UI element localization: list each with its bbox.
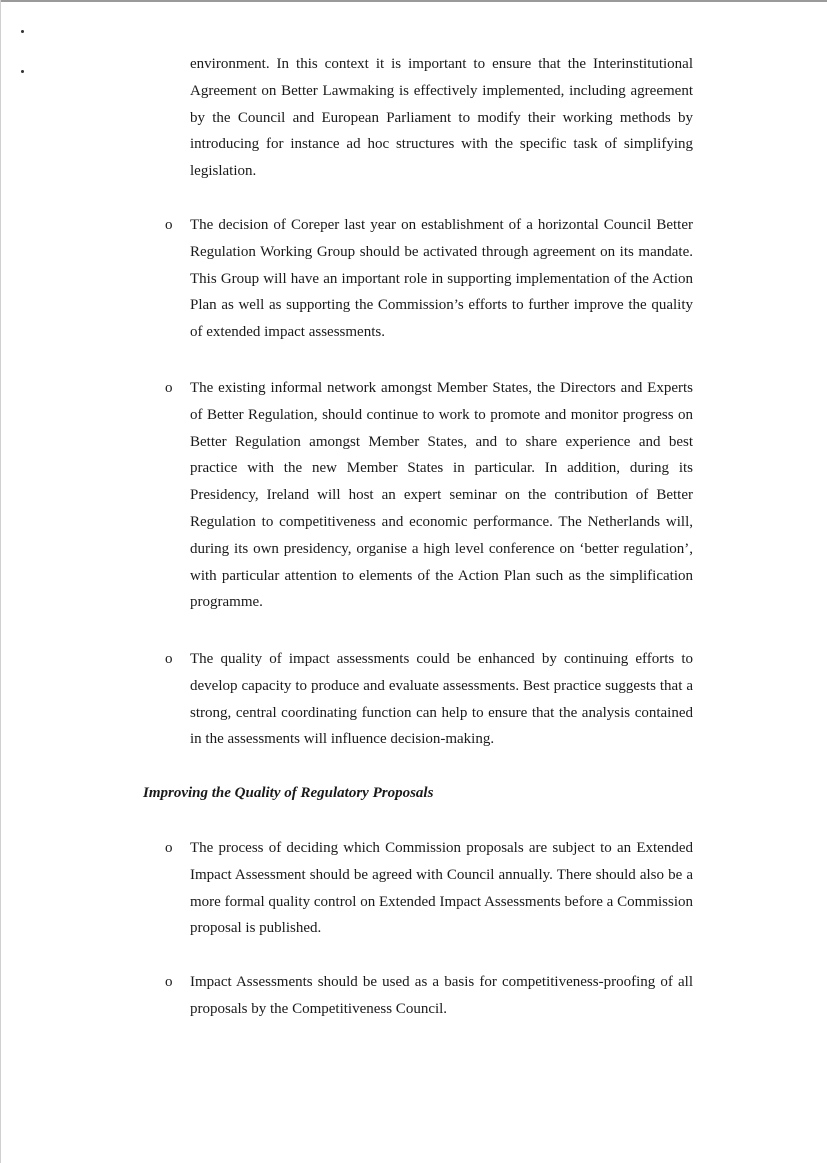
- lead-paragraph: environment. In this context it is important to ensure that the Interinstitutional Agreement on Better Lawmaking is effectively implemented, including agreement by the Council and European Parliament to modify their working methods by introducing for instance ad hoc structures with the specific task of simplifying legislation.: [190, 56, 693, 180]
- list-item: The process of deciding which Commission proposals are subject to an Extended Impact Assessment should be agreed with Council annually. There should also be a more formal quality control on Extended Impact Assessments before a Commission proposal is published.: [190, 840, 693, 937]
- bullet-marker: o: [165, 974, 173, 990]
- scan-speck: [21, 30, 24, 33]
- bullet-marker: o: [165, 380, 173, 396]
- list-item: The quality of impact assessments could be enhanced by continuing efforts to develop capacity to produce and evaluate assessments. Best practice suggests that a strong, central coordinating function can help to ensure that the analysis contained in the assessments will influence decision-making.: [190, 651, 693, 748]
- scan-top-border: [0, 0, 827, 2]
- list-item: The decision of Coreper last year on establishment of a horizontal Council Better Regulation Working Group should be activated through agreement on its mandate. This Group will have an important role in supporting implementation of the Action Plan as well as supporting the Commission’s efforts to further improve the quality of extended impact assessments.: [190, 217, 693, 341]
- section-heading: Improving the Quality of Regulatory Proposals: [143, 785, 434, 801]
- list-item: Impact Assessments should be used as a basis for competitiveness-proofing of all proposals by the Competitiveness Council.: [190, 974, 693, 1017]
- scan-left-edge: [0, 0, 1, 1163]
- list-item: The existing informal network amongst Member States, the Directors and Experts of Better Regulation, should continue to work to promote and monitor progress on Better Regulation amongst Member States, and to share experience and best practice with the new Member States in particular. In addition, during its Presidency, Ireland will host an expert seminar on the contribution of Better Regulation to competitiveness and economic performance. The Netherlands will, during its own presidency, organise a high level conference on ‘better regulation’, with particular attention to elements of the Action Plan such as the simplification programme.: [190, 380, 693, 611]
- bullet-marker: o: [165, 651, 173, 667]
- bullet-marker: o: [165, 217, 173, 233]
- bullet-marker: o: [165, 840, 173, 856]
- scan-speck: [21, 70, 24, 73]
